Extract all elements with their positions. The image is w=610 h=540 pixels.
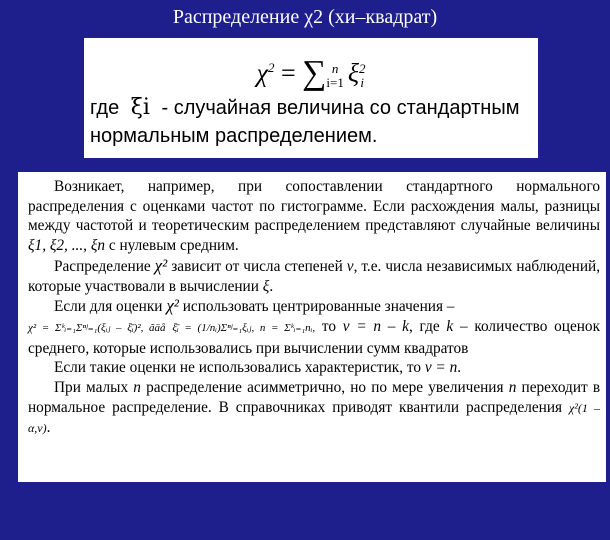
p4-formula: ν = n <box>424 359 458 377</box>
sum-lower-limit: i=1 <box>326 74 344 90</box>
p3-text-b: использовать центрированные значения – <box>182 298 455 316</box>
p3-text-e: – количество оценок среднего, которые использовались при вычислении сумм квадратов <box>28 317 600 357</box>
body-text-box <box>18 172 606 482</box>
sum-upper-limit: n <box>331 60 339 76</box>
sum-symbol: ∑ <box>302 54 327 92</box>
p3-formula-3: ν = n – k <box>342 317 409 335</box>
xi-symbol: ξi <box>130 95 150 120</box>
p2-xi: ξ <box>262 277 270 295</box>
p2-nu: ν <box>346 257 354 275</box>
term-sup: 2 <box>358 60 366 76</box>
p5-text-c: переходит в нормальное распределение. В справочниках приводят квантили распределения <box>28 379 601 416</box>
p3-formula-2: ξ̄ᵢ = (1/nᵢ)Σⁿʲ₌₁ξᵢⱼ, n = Σᵏᵢ₌₁nᵢ, <box>172 321 316 334</box>
formula-lhs: χ <box>256 58 268 88</box>
p5-n: n <box>133 379 141 397</box>
paragraph-3-formulas <box>28 317 600 358</box>
chi-square-formula: $\chi^2$ = ∑ n i=1 ξ 2 i <box>256 54 366 92</box>
p2-end: . <box>269 277 274 295</box>
p3-text-d: , где <box>408 317 440 335</box>
p2-text-a: Распределение <box>54 257 151 275</box>
p1-text-a: Возникает, например, при сопоставлении стандартного нормального распределения с оценками частот по гистограмме. Если расхождения малы, разницы между частотой и теоретическим распределением представляют случайные величины <box>28 178 600 235</box>
p5-text-b: распределение асимметрично, но по мере увеличения <box>146 379 504 397</box>
paragraph-2 <box>28 256 600 296</box>
p5-text-a: При малых <box>54 379 129 397</box>
definition-line-2: нормальным распределением. <box>90 125 378 147</box>
p3-chi: χ² <box>166 296 179 316</box>
p5-formula: χ²(1 – α,ν) <box>28 400 601 436</box>
paragraph-4 <box>28 358 600 378</box>
p2-chi: χ² <box>154 255 168 275</box>
paragraph-5 <box>28 378 600 439</box>
definition-where: где <box>90 97 120 119</box>
definition-rest: - случайная величина со стандартным <box>161 97 520 119</box>
p4-end: . <box>457 359 462 377</box>
paragraph-3 <box>28 296 600 317</box>
p5-end: . <box>46 419 51 437</box>
p3-k: k <box>446 317 454 335</box>
definition-line-1 <box>90 94 532 122</box>
term-sub: i <box>360 74 365 90</box>
formula-term: ξ <box>347 58 359 88</box>
p5-n2: n <box>508 379 517 397</box>
definition-box <box>84 38 538 158</box>
p1-text-b: с нулевым средним. <box>108 237 239 255</box>
p3-text-c: то <box>321 317 337 335</box>
p3-formula-1: χ² = Σᵏᵢ₌₁Σⁿʲ₌₁(ξᵢⱼ – ξ̄ᵢ)², ãäå <box>28 321 166 334</box>
p2-text-b: зависит от числа степеней <box>171 257 343 275</box>
p1-variables: ξ1, ξ2, ..., ξn <box>28 237 106 255</box>
formula-lhs-sup: 2 <box>267 60 275 75</box>
paragraph-1 <box>28 177 600 256</box>
p4-text-a: Если такие оценки не использовались характеристик, то <box>54 359 421 377</box>
p3-text-a: Если для оценки <box>54 298 163 316</box>
p2-text-c: , т.е. числа независимых наблюдений, которые участвовали в вычислении <box>28 257 601 295</box>
slide-title: Распределение χ2 (хи–квадрат) <box>172 6 438 28</box>
